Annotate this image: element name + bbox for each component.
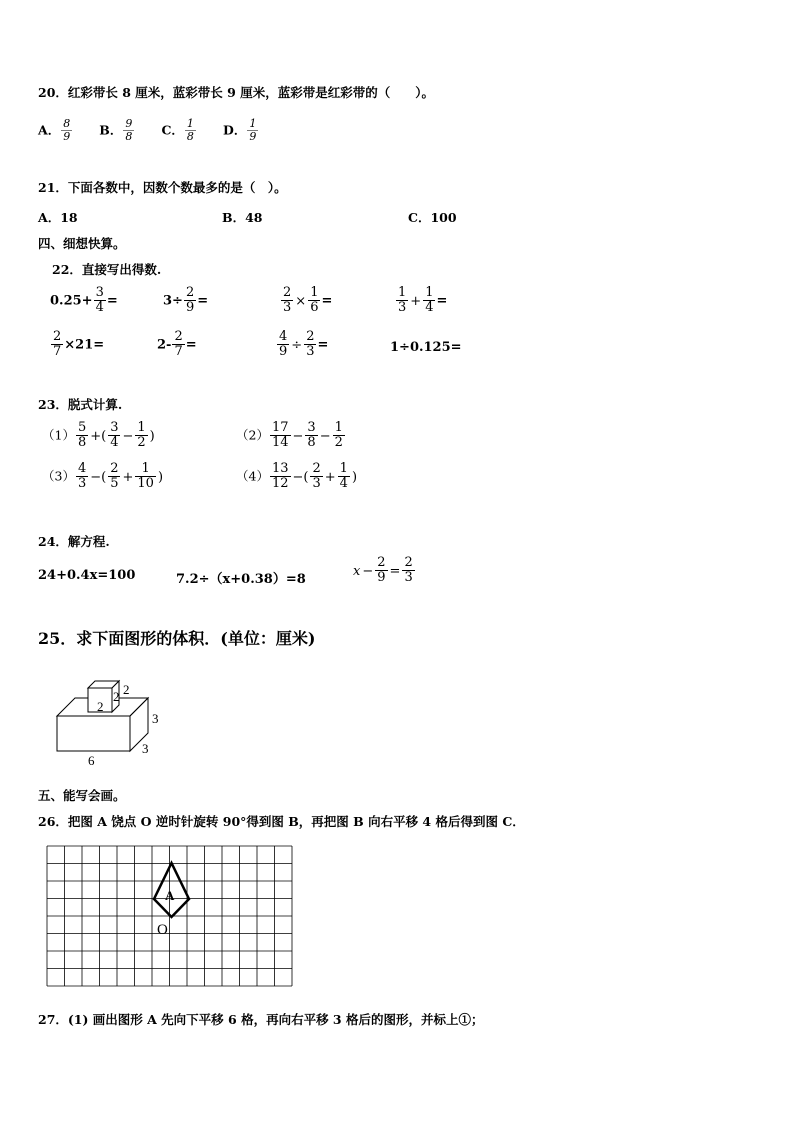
- operator: =: [389, 563, 401, 579]
- fraction: [135, 462, 156, 490]
- label-big-length: 6: [88, 753, 95, 768]
- denominator: 10: [137, 475, 154, 491]
- numerator: 2: [185, 285, 195, 300]
- q20-text: 20．红彩带长 8 厘米，蓝彩带长 9 厘米，蓝彩带是红彩带的（ ）。: [38, 85, 434, 100]
- q20-option-d-fraction: [247, 118, 258, 142]
- operator: ): [351, 469, 358, 485]
- denominator: 14: [271, 434, 289, 450]
- numerator: 5: [77, 420, 87, 435]
- q20-option-b-fraction: [123, 118, 134, 142]
- expr-text: 0.25+: [50, 293, 93, 309]
- denominator: 2: [137, 434, 146, 450]
- expr-label: （1）: [42, 427, 75, 443]
- label-small-top: 2: [123, 682, 130, 697]
- q23-expr-3: [42, 462, 164, 490]
- numerator: 1: [310, 285, 319, 300]
- denominator: 4: [110, 434, 119, 450]
- q22-expr-6: [157, 330, 197, 358]
- denominator: 9: [185, 299, 195, 315]
- q23-expr-2: [236, 421, 346, 449]
- variable-x: x: [353, 563, 361, 579]
- numerator: 1: [339, 461, 348, 476]
- operator: −: [319, 428, 331, 444]
- denominator: 7: [53, 343, 62, 359]
- denominator: 3: [404, 569, 413, 585]
- q21-text: 21．下面各数中，因数个数最多的是（ ）。: [38, 180, 287, 195]
- shape-a-label: A: [165, 888, 175, 903]
- numerator: 2: [404, 555, 413, 570]
- operator: ): [157, 469, 164, 485]
- numerator: 2: [312, 461, 321, 476]
- fraction: [396, 286, 408, 314]
- fraction: [94, 286, 106, 314]
- fraction: [308, 286, 320, 314]
- numerator: 13: [271, 461, 289, 476]
- q26-text: 26．把图 A 饶点 O 逆时针旋转 90°得到图 B，再把图 B 向右平移 4 格后得到图 C．: [38, 814, 525, 829]
- q27-text: 27．(1) 画出图形 A 先向下平移 6 格，再向右平移 3 格后的图形，并标上①；: [38, 1012, 484, 1027]
- q21-option-c: C．100: [408, 210, 457, 225]
- expr-text: =: [436, 293, 448, 309]
- denominator: 3: [77, 475, 87, 491]
- denominator: 9: [377, 569, 386, 585]
- point-o-label: O: [157, 922, 168, 938]
- fraction: [172, 330, 184, 358]
- expr-text: 3÷: [163, 293, 183, 309]
- expr-label: （3）: [42, 468, 75, 484]
- operator: −(: [292, 469, 309, 485]
- fraction: [402, 556, 414, 584]
- square-grid: [46, 845, 300, 991]
- numerator: 2: [283, 285, 292, 300]
- numerator: 1: [334, 420, 343, 435]
- denominator: 2: [334, 434, 343, 450]
- denominator: 5: [110, 475, 119, 491]
- operator: ÷: [291, 337, 303, 353]
- operator: −: [362, 563, 374, 579]
- label-big-height: 3: [152, 711, 159, 726]
- q24-equation-2: 7.2÷（x+0.38）=8: [176, 572, 306, 587]
- denominator: 3: [312, 475, 321, 491]
- operator: −(: [90, 469, 107, 485]
- operator: −: [292, 428, 304, 444]
- numerator: 2: [174, 329, 183, 344]
- numerator: 1: [249, 117, 257, 130]
- numerator: 2: [306, 329, 315, 344]
- label-big-depth: 3: [142, 741, 149, 756]
- numerator: 2: [110, 461, 119, 476]
- numerator: 3: [307, 420, 316, 435]
- expr-text: ×21=: [64, 337, 105, 353]
- fraction: [108, 462, 120, 490]
- operator: +: [122, 469, 134, 485]
- numerator: 3: [110, 420, 119, 435]
- fraction: [333, 421, 345, 449]
- numerator: 2: [53, 329, 62, 344]
- operator: +: [410, 293, 422, 309]
- denominator: 9: [249, 129, 257, 143]
- numerator: 9: [125, 117, 133, 130]
- fraction: [310, 462, 322, 490]
- combined-cuboid-diagram: [50, 676, 180, 768]
- numerator: 1: [425, 285, 434, 300]
- q21-option-a: A．18: [38, 210, 78, 225]
- fraction: [338, 462, 350, 490]
- operator: +: [324, 469, 336, 485]
- q20-option-b-label: B．: [99, 122, 123, 138]
- fraction: [423, 286, 435, 314]
- numerator: 4: [279, 329, 288, 344]
- numerator: 1: [141, 461, 150, 476]
- denominator: 9: [63, 129, 71, 143]
- fraction: [277, 330, 289, 358]
- q20-option-c-fraction: [185, 118, 196, 142]
- numerator: 17: [271, 420, 289, 435]
- expr-text: =: [197, 293, 209, 309]
- q20-option-a-fraction: [61, 118, 72, 142]
- fraction: [304, 330, 316, 358]
- numerator: 8: [63, 117, 71, 130]
- q25-figure: [50, 676, 180, 768]
- q22-title: 22．直接写出得数.: [52, 262, 162, 277]
- denominator: 8: [77, 434, 87, 450]
- large-cuboid-front-face: [57, 716, 130, 751]
- q22-expr-3: [280, 286, 332, 314]
- label-small-front: 2: [97, 699, 104, 714]
- fraction: [135, 421, 147, 449]
- numerator: 4: [77, 461, 87, 476]
- expr-text: =: [321, 293, 333, 309]
- denominator: 12: [271, 475, 289, 491]
- q22-expr-8: 1÷0.125=: [390, 340, 462, 355]
- q20-option-a-label: A．: [38, 122, 61, 138]
- section-4-heading: 四、细想快算。: [38, 236, 126, 251]
- denominator: 8: [186, 129, 194, 143]
- fraction: [184, 286, 196, 314]
- q23-expr-1: [42, 421, 156, 449]
- fraction: [76, 462, 88, 490]
- denominator: 8: [307, 434, 316, 450]
- expr-text: 2-: [157, 337, 172, 353]
- fraction: [270, 421, 291, 449]
- denominator: 4: [95, 299, 104, 315]
- q22-expr-7: [276, 330, 328, 358]
- numerator: 2: [377, 555, 386, 570]
- fraction: [305, 421, 317, 449]
- numerator: 1: [186, 117, 194, 130]
- q24-equation-1: 24+0.4x=100: [38, 568, 136, 583]
- q23-title: 23．脱式计算.: [38, 397, 123, 412]
- q20-option-d-label: D．: [223, 122, 247, 138]
- numerator: 1: [137, 420, 146, 435]
- denominator: 3: [283, 299, 292, 315]
- fraction: [375, 556, 387, 584]
- fraction: [51, 330, 63, 358]
- denominator: 4: [425, 299, 434, 315]
- q25-title: 25．求下面图形的体积．(单位：厘米): [38, 629, 316, 648]
- denominator: 6: [310, 299, 319, 315]
- q26-grid: [46, 845, 300, 991]
- denominator: 4: [339, 475, 348, 491]
- expr-label: （2）: [236, 427, 269, 443]
- q22-expr-2: [163, 286, 208, 314]
- q22-expr-4: [395, 286, 447, 314]
- q23-expr-4: [236, 462, 358, 490]
- fraction: [108, 421, 120, 449]
- fraction: [270, 462, 291, 490]
- numerator: 1: [398, 285, 407, 300]
- expr-text: =: [317, 337, 329, 353]
- operator: +(: [90, 428, 107, 444]
- q22-expr-1: [50, 286, 118, 314]
- operator: ×: [295, 293, 307, 309]
- label-small-side: 2: [113, 689, 120, 704]
- q21-option-b: B．48: [222, 210, 263, 225]
- expr-text: =: [106, 293, 118, 309]
- numerator: 3: [95, 285, 104, 300]
- denominator: 3: [306, 343, 315, 359]
- operator: −: [122, 428, 134, 444]
- denominator: 9: [279, 343, 288, 359]
- expr-text: =: [185, 337, 197, 353]
- expr-label: （4）: [236, 468, 269, 484]
- section-5-heading: 五、能写会画。: [38, 788, 126, 803]
- q22-expr-5: [50, 330, 104, 358]
- operator: ): [149, 428, 155, 444]
- denominator: 7: [174, 343, 183, 359]
- q20-options: [38, 118, 259, 142]
- q24-equation-3: [352, 556, 416, 584]
- denominator: 3: [398, 299, 407, 315]
- fraction: [76, 421, 88, 449]
- denominator: 8: [125, 129, 133, 143]
- q24-title: 24．解方程.: [38, 534, 110, 549]
- fraction: [281, 286, 293, 314]
- q20-option-c-label: C．: [161, 122, 184, 138]
